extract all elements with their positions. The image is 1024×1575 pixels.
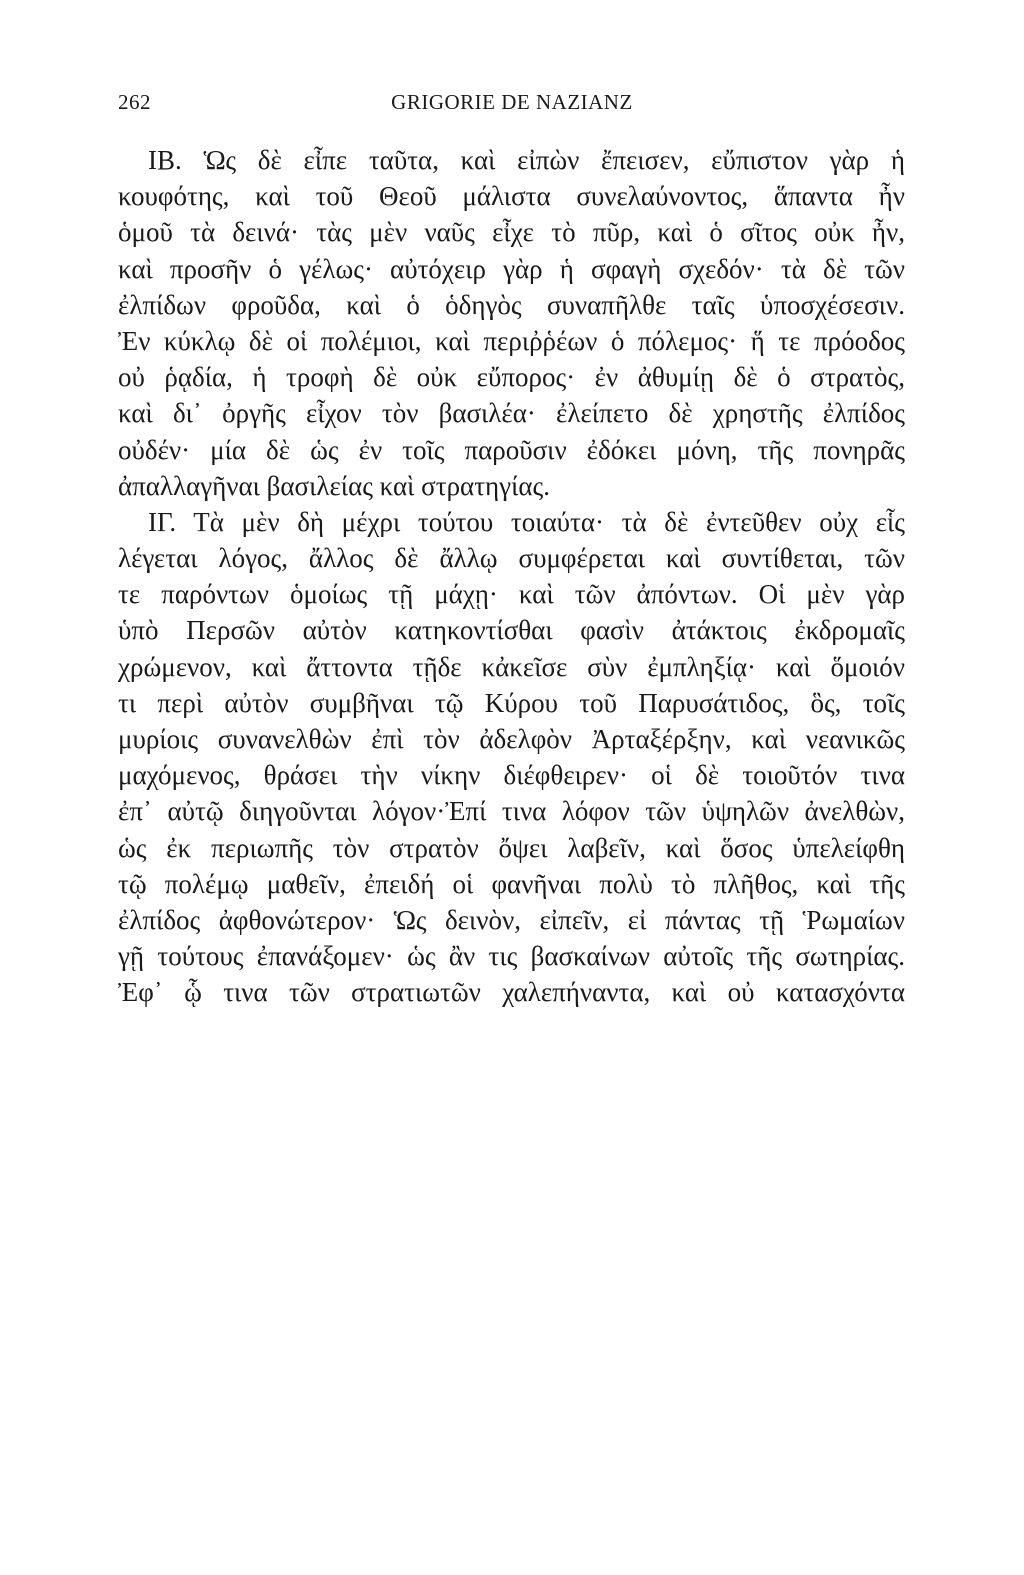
text-line: γῇ τούτους ἐπανάξομεν· ὡς ἂν τις βασκαίνων αὐτοῖς τῆς σωτηρίας.	[118, 941, 905, 972]
text-line: κουφότης, καὶ τοῦ Θεοῦ μάλιστα συνελαύνοντος, ἅπαντα ἦν	[118, 181, 905, 212]
text-line: ὑπὸ Περσῶν αὐτὸν κατηκοντίσθαι φασὶν ἀτάκτοις ἐκδρομαῖς	[118, 615, 905, 646]
page-number: 262	[118, 90, 151, 114]
text-line: ἀπαλλαγῆναι βασιλείας καὶ στρατηγίας.	[118, 470, 550, 501]
text-line: μαχόμενος, θράσει τὴν νίκην διέφθειρεν· οἱ δὲ τοιοῦτόν τινα	[118, 760, 905, 791]
text-line: ἐλπίδος ἀφθονώτερον· Ὡς δεινὸν, εἰπεῖν, εἰ πάντας τῇ Ῥωμαίων	[118, 904, 905, 935]
text-line: μυρίοις συνανελθὼν ἐπὶ τὸν ἀδελφὸν Ἀρταξέρξην, καὶ νεανικῶς	[118, 724, 905, 754]
running-title: GRIGORIE DE NAZIANZ	[391, 90, 633, 114]
text-line: ὁμοῦ τὰ δεινά· τὰς μὲν ναῦς εἶχε τὸ πῦρ, καὶ ὁ σῖτος οὐκ ἦν,	[118, 217, 905, 248]
text-line: οὐδέν· μία δὲ ὡς ἐν τοῖς παροῦσιν ἐδόκει μόνη, τῆς πονηρᾶς	[118, 434, 905, 465]
text-line: χρώμενον, καὶ ἄττοντα τῇδε κἀκεῖσε σὺν ἐμπληξίᾳ· καὶ ὅμοιόν	[118, 651, 905, 682]
text-line: λέγεται λόγος, ἄλλος δὲ ἄλλῳ συμφέρεται καὶ συντίθεται, τῶν	[118, 543, 905, 574]
text-line: τι περὶ αὐτὸν συμβῆναι τῷ Κύρου τοῦ Παρυσάτιδος, ὃς, τοῖς	[118, 687, 905, 718]
text-line: ΙΒ. Ὡς δὲ εἶπε ταῦτα, καὶ εἰπὼν ἔπεισεν, εὔπιστον γὰρ ἡ	[148, 145, 905, 175]
text-line: οὐ ῥᾳδία, ἡ τροφὴ δὲ οὐκ εὔπορος· ἐν ἀθυμίῃ δὲ ὁ στρατὸς,	[118, 362, 905, 393]
text-line: ΙΓ. Τὰ μὲν δὴ μέχρι τούτου τοιαύτα· τὰ δὲ ἐντεῦθεν οὐχ εἷς	[148, 506, 905, 537]
text-line: καὶ προσῆν ὁ γέλως· αὐτόχειρ γὰρ ἡ σφαγὴ σχεδόν· τὰ δὲ τῶν	[118, 253, 905, 284]
body-text	[118, 142, 905, 1011]
text-line: Ἐν κύκλῳ δὲ οἱ πολέμιοι, καὶ περιῤῥέων ὁ πόλεμος· ἥ τε πρόοδος	[118, 325, 905, 356]
text-line: ἐλπίδων φροῦδα, καὶ ὁ ὁδηγὸς συναπῆλθε ταῖς ὑποσχέσεσιν.	[118, 289, 905, 320]
text-line: ἐπ᾽ αὐτῷ διηγοῦνται λόγον·Ἐπί τινα λόφον τῶν ὑψηλῶν ἀνελθὼν,	[118, 796, 905, 827]
text-line: τῷ πολέμῳ μαθεῖν, ἐπειδή οἱ φανῆναι πολὺ τὸ πλῆθος, καὶ τῆς	[118, 868, 905, 899]
text-line: καὶ δι᾽ ὀργῆς εἶχον τὸν βασιλέα· ἐλείπετο δὲ χρηστῆς ἐλπίδος	[118, 398, 905, 429]
text-line: τε παρόντων ὁμοίως τῇ μάχῃ· καὶ τῶν ἀπόντων. Οἱ μὲν γὰρ	[118, 579, 905, 610]
text-line: ὡς ἐκ περιωπῆς τὸν στρατὸν ὄψει λαβεῖν, καὶ ὅσος ὑπελείφθη	[118, 832, 905, 863]
text-line: Ἐφ᾽ ᾧ τινα τῶν στρατιωτῶν χαλεπήναντα, καὶ οὐ κατασχόντα	[118, 977, 905, 1008]
